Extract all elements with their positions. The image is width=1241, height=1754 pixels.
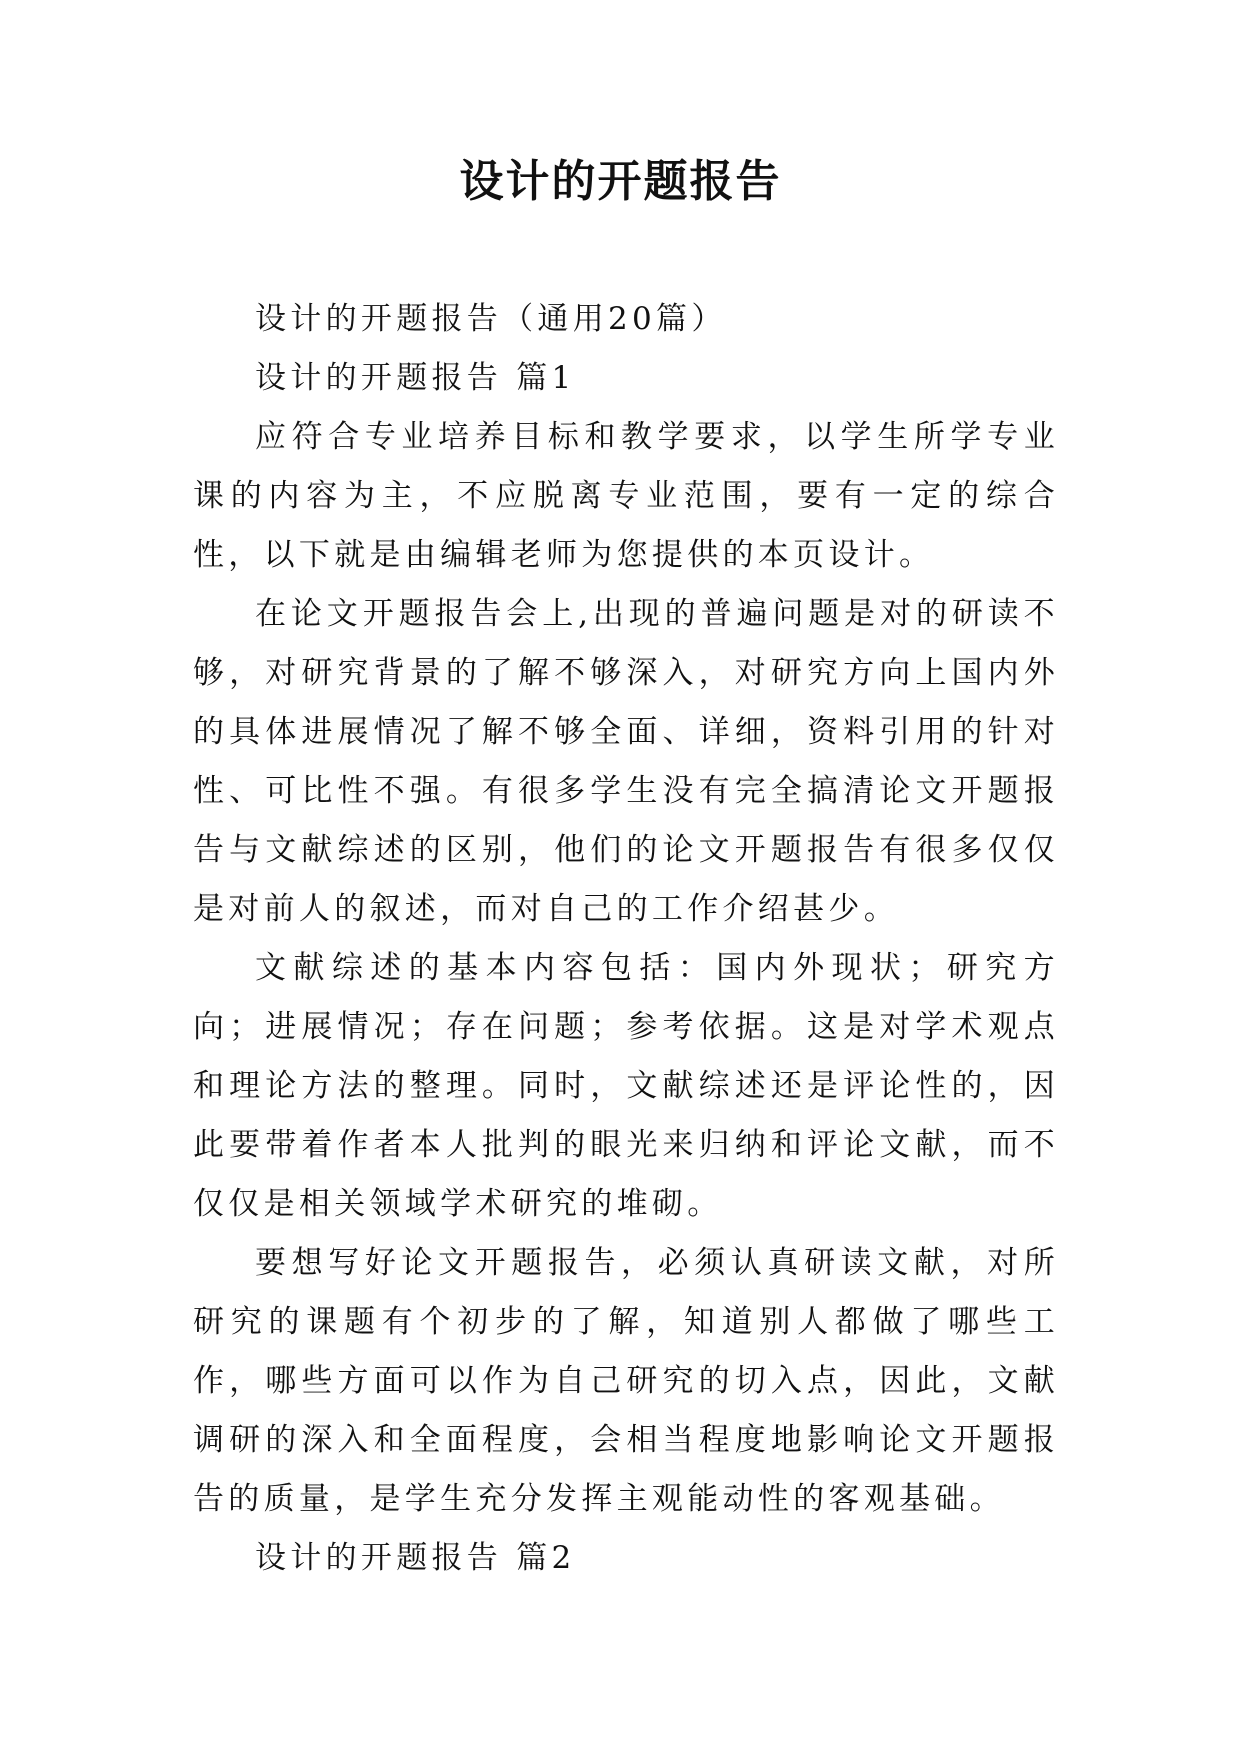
document-title: 设计的开题报告 [459, 156, 782, 207]
body-paragraph: 应符合专业培养目标和教学要求，以学生所学专业课的内容为主，不应脱离专业范围，要有一定的综合性，以下就是由编辑老师为您提供的本页设计。 [193, 419, 1059, 573]
body-paragraph: 在论文开题报告会上,出现的普遍问题是对的研读不够，对研究背景的了解不够深入，对研究方向上国内外的具体进展情况了解不够全面、详细，资料引用的针对性、可比性不强。有很多学生没有完全搞清论文开题报告与文献综述的区别，他们的论文开题报告有很多仅仅是对前人的叙述，而对自己的工作介绍甚少。 [193, 596, 1059, 927]
section-heading-2: 设计的开题报告 篇2 [255, 1540, 576, 1576]
subtitle-paragraph: 设计的开题报告（通用20篇） [255, 301, 727, 337]
body-paragraph: 文献综述的基本内容包括：国内外现状；研究方向；进展情况；存在问题；参考依据。这是对学术观点和理论方法的整理。同时，文献综述还是评论性的，因此要带着作者本人批判的眼光来归纳和评论文献，而不仅仅是相关领域学术研究的堆砌。 [193, 950, 1059, 1222]
document-body [193, 290, 1059, 1588]
section-heading-1: 设计的开题报告 篇1 [255, 360, 576, 396]
body-paragraph: 要想写好论文开题报告，必须认真研读文献，对所研究的课题有个初步的了解，知道别人都做了哪些工作，哪些方面可以作为自己研究的切入点，因此，文献调研的深入和全面程度，会相当程度地影响论文开题报告的质量，是学生充分发挥主观能动性的客观基础。 [193, 1245, 1059, 1517]
